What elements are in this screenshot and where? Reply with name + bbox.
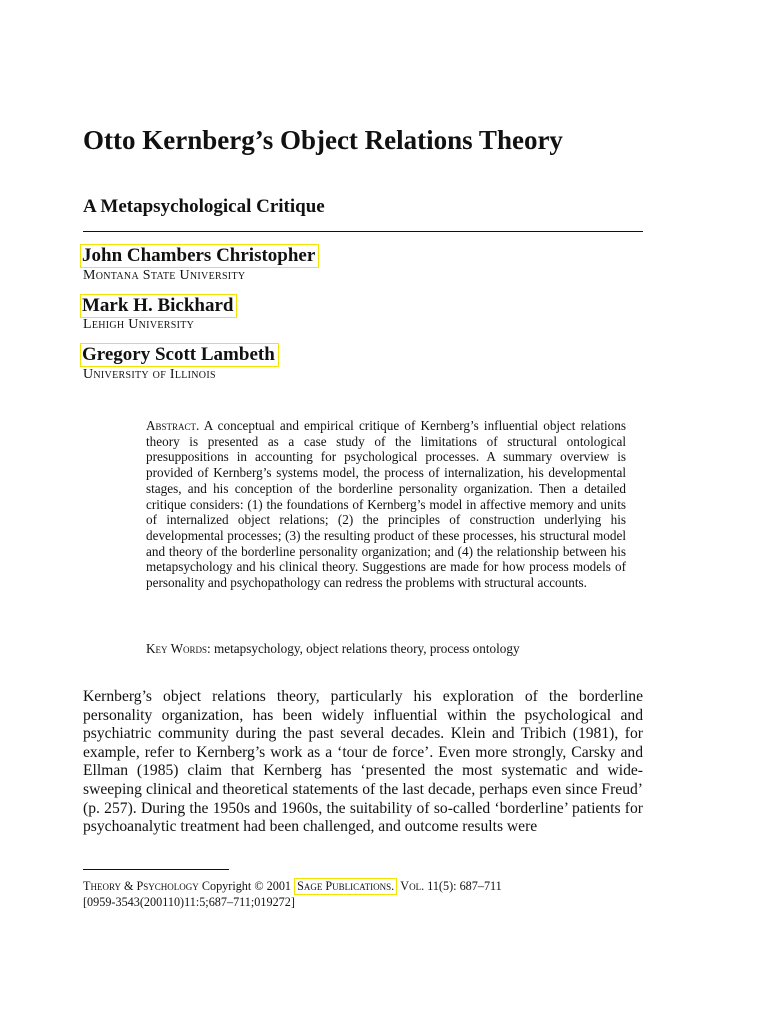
author-name[interactable]: John Chambers Christopher [80,244,319,268]
body-paragraph: Kernberg’s object relations theory, particularly his exploration of the borderline personality organization, has been widely influential within the psychological and psychiatric community during the past several decades. Klein and Tribich (1981), for example, refer to Kernberg’s work as a ‘tour de force’. Even more strongly, Carsky and Ellman (1985) claim that Kernberg has ‘presented the most systematic and wide-sweeping clinical and theoretical statements of the last decade, perhaps even since Freud’ (p. 257). During the 1950s and 1960s, the suitability of so-called ‘borderline’ patients for psychoanalytic treatment had been challenged, and outcome results were [83,688,643,836]
article-subtitle: A Metapsychological Critique [83,196,325,217]
copyright-text: Copyright © 2001 [201,879,292,893]
keywords-label: Key Words: [146,641,211,656]
author-affiliation: Lehigh University [83,317,195,332]
article-title: Otto Kernberg’s Object Relations Theory [83,125,563,155]
publisher-link[interactable]: Sage Publications. [294,878,397,895]
author-1 [83,244,319,268]
author-affiliation: Montana State University [83,268,246,283]
author-name[interactable]: Mark H. Bickhard [80,294,237,318]
author-3 [83,343,279,367]
volume-label: Vol. [400,879,425,893]
author-2 [83,294,237,318]
title-rule [83,231,643,232]
abstract [146,418,626,591]
author-name[interactable]: Gregory Scott Lambeth [80,343,279,367]
article-identifier: [0959-3543(200110)11:5;687–711;019272] [83,894,295,909]
abstract-label: Abstract. [146,418,200,433]
publication-footer [83,878,643,909]
keywords-text: metapsychology, object relations theory, process ontology [214,641,520,656]
volume-pages: 11(5): 687–711 [427,879,502,893]
keywords [146,641,626,657]
footnote-rule [83,869,229,870]
journal-name: Theory & Psychology [83,879,199,893]
author-affiliation: University of Illinois [83,367,216,382]
abstract-text: A conceptual and empirical critique of Kernberg’s influential object relations theory is presented as a case study of the limitations of structural ontological presuppositions in accounting for psychological processes. A summary overview is provided of Kernberg’s systems model, the process of internalization, his developmental stages, and his conception of the borderline personality organization. Then a detailed critique considers: (1) the foundations of Kernberg’s model in affective memory and units of internalized object relations; (2) the principles of construction underlying his developmental processes; (3) the resulting product of these processes, his structural model and theory of the borderline personality organization; and (4) the relationship between his metapsychology and his clinical theory. Suggestions are made for how process models of personality and psychopathology can redress the problems with structural accounts. [146,418,626,591]
